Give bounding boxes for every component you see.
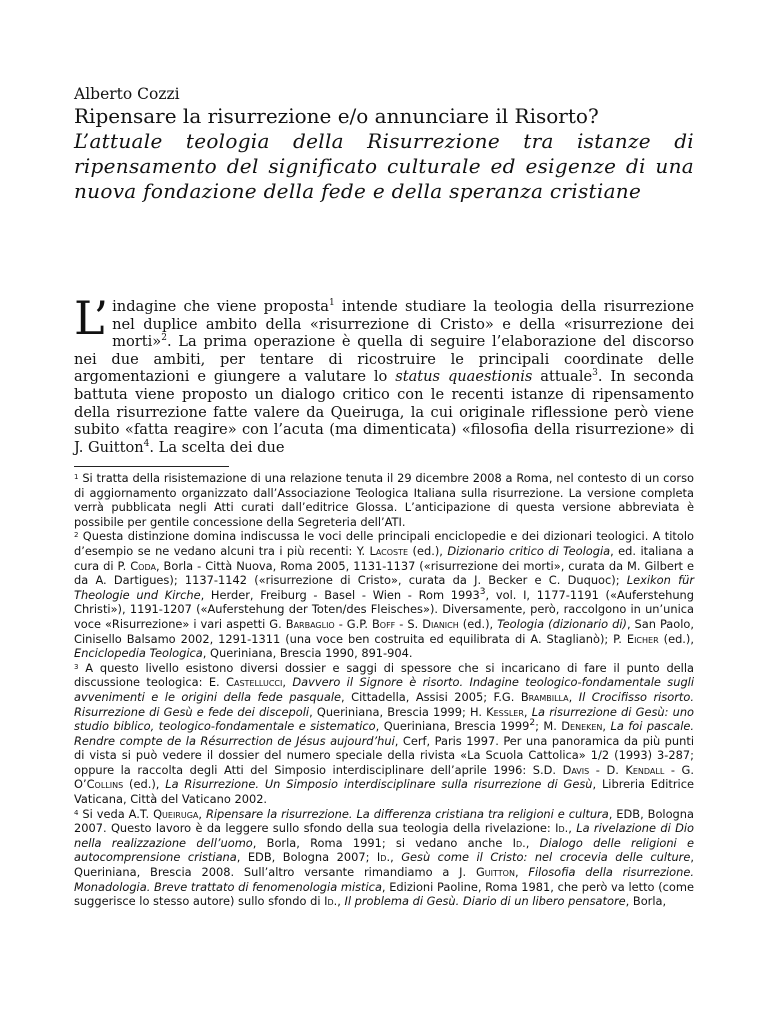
footnote-text: , bbox=[514, 865, 529, 880]
body-text-segment: . La scelta dei due bbox=[149, 438, 285, 456]
citation-author: Deneken bbox=[561, 719, 603, 734]
citation-author: Id. bbox=[555, 821, 569, 836]
citation-title: La risurrezione di Gesù: uno studio biblico, teologico-fondamentale e sistematico bbox=[74, 704, 695, 734]
footnote-text: , Queriniana, Brescia 1999 bbox=[375, 719, 530, 734]
footnote-text: , ed. italiana a cura di P. bbox=[74, 543, 694, 573]
citation-author: Lacoste bbox=[369, 543, 409, 558]
article-title: Ripensare la risurrezione e/o annunciare il Risorto? bbox=[74, 104, 599, 128]
footnote-text: - G.P. bbox=[334, 616, 372, 631]
footnote-number: 3 bbox=[74, 662, 79, 671]
footnote-text: , Queriniana, Brescia 1990, 891-904. bbox=[202, 646, 413, 661]
footnote-text: , bbox=[568, 821, 577, 836]
citation-title: La rivelazione di Dio nella realizzazione dell’uomo bbox=[74, 821, 694, 850]
citation-author: Dianich bbox=[422, 616, 459, 631]
footnote-text: , bbox=[568, 689, 579, 704]
body-paragraph bbox=[74, 291, 694, 456]
citation-title: Enciclopedia Teologica bbox=[74, 646, 203, 661]
citation-title: Dialogo delle religioni e autocomprensione cristiana bbox=[74, 835, 694, 865]
footnote-text: , Cerf, Paris 1997. Per una panoramica da più punti di vista si può vedere il dossier del numero speciale della rivista «La Scuola Cattolica» 1/2 (1993) 3-287; oppure la raccolta degli Atti del Simposio interdisciplinare dell’aprile 1996: S.D. bbox=[74, 733, 694, 777]
footnote-text: , Borla, Roma 1991; si vedano anche bbox=[252, 835, 513, 850]
body-text-segment: indagine che viene proposta bbox=[112, 298, 329, 315]
footnote-text: Si veda A.T. bbox=[78, 806, 154, 821]
citation-author: Brambilla bbox=[520, 689, 569, 704]
citation-author: Queiruga bbox=[153, 806, 199, 821]
citation-title: Davvero il Signore è risorto. Indagine teologico-fondamentale sugli avvenimenti e le origini della fede pasquale bbox=[74, 675, 694, 704]
citation-author: Davis bbox=[562, 762, 590, 777]
footnote-text: , bbox=[602, 719, 611, 734]
citation-author: Id. bbox=[512, 835, 526, 850]
citation-title: La foi pascale. Rendre compte de la Résurrection de Jésus aujourd’hui bbox=[74, 719, 694, 748]
body-italic-term: status quaestionis bbox=[395, 368, 533, 386]
footnote-text: , vol. I, 1177-1191 («Auferstehung Christi»), 1191-1207 («Auferstehung der Toten/des Fleisches»). Diversamente, però, raccolgono in un’unica voce «Risurrezione» i vari aspetti G. bbox=[74, 587, 694, 631]
footnote-text: , bbox=[198, 806, 206, 821]
footnote-4 bbox=[74, 807, 694, 909]
edition-superscript: 3 bbox=[479, 586, 486, 597]
citation-author: Id. bbox=[324, 894, 338, 909]
footnote-text: Questa distinzione domina indiscussa le voci delle principali enciclopedie e dei dizionari teologici. A titolo d’esempio se ne vedano alcuni tra i più recenti: Y. bbox=[74, 529, 694, 558]
body-text-segment: attuale bbox=[532, 368, 593, 386]
author-name: Alberto Cozzi bbox=[74, 85, 180, 103]
footnote-reference[interactable]: 2 bbox=[161, 333, 167, 344]
article-subtitle: L’attuale teologia della Risurrezione tra istanze di ripensamento del significato culturale ed esigenze di una nuova fondazione della fede e della speranza cristiane bbox=[74, 129, 694, 203]
footnote-text: A questo livello esistono diversi dossier e saggi di spessore che si incaricano di fare il punto della discussione teologica: E. bbox=[74, 660, 694, 690]
footnote-reference[interactable]: 3 bbox=[592, 368, 598, 379]
footnote-text: , Libreria Editrice Vaticana, Città del Vaticano 2002. bbox=[74, 777, 694, 807]
citation-author: Collins bbox=[86, 777, 124, 792]
citation-title: La Risurrezione. Un Simposio interdisciplinare sulla risurrezione di Gesù bbox=[165, 777, 593, 792]
footnote-text: , EDB, Bologna 2007. Questo lavoro è da leggere sullo sfondo della sua teologia della rivelazione: bbox=[74, 806, 694, 836]
footnote-text: , Borla - Città Nuova, Roma 2005, 1131-1137 («risurrezione dei morti», curata da M. Gilbert e da A. Dartigues); 1137-1142 («risurrezione di Cristo», curata da J. Becker e C. Duquoc); bbox=[74, 558, 694, 588]
footnote-text: - D. bbox=[589, 762, 626, 777]
footnote-text: , Borla, bbox=[625, 894, 667, 909]
footnote-text: (ed.), bbox=[658, 631, 694, 646]
citation-title: Filosofia della risurrezione. Monadologia. Breve trattato di fenomenologia mistica bbox=[74, 865, 695, 894]
footnote-text: , Queriniana, Brescia 2008. Sull’altro versante rimandiamo a J. bbox=[74, 850, 694, 880]
footnote-text: , Queriniana, Brescia 1999; H. bbox=[309, 704, 487, 719]
citation-author: Guitton bbox=[475, 865, 515, 880]
body-text-segment: . In seconda battuta viene proposto un dialogo critico con le recenti istanze di ripensamento della risurrezione fatte valere da Queiruga, la cui originale riflessione però viene subito «fatta reagire» con l’acuta (ma dimenticata) «filosofia della risurrezione» di J. Guitton bbox=[74, 368, 694, 456]
footnote-text: , bbox=[525, 835, 540, 850]
footnote-text: (ed.), bbox=[408, 543, 448, 558]
footnote-text: , Cittadella, Assisi 2005; F.G. bbox=[341, 689, 521, 704]
citation-author: Kessler bbox=[486, 704, 524, 719]
footnote-reference[interactable]: 4 bbox=[143, 438, 150, 449]
citation-author: Id. bbox=[376, 850, 391, 865]
citation-title: Il Crocifisso risorto. Risurrezione di Gesù e fede dei discepoli bbox=[74, 689, 694, 719]
footnote-2 bbox=[74, 529, 694, 660]
footnote-text: , EDB, Bologna 2007; bbox=[236, 850, 377, 865]
footnote-text: - G. O’ bbox=[74, 762, 694, 792]
footnote-text: , Edizioni Paoline, Roma 1981, che però va letto (come suggerisce lo stesso autore) sullo sfondo di bbox=[74, 879, 694, 909]
footnote-text: , Herder, Freiburg - Basel - Wien - Rom 1993 bbox=[200, 587, 480, 602]
footnote-text: , bbox=[523, 704, 532, 719]
citation-title: Gesù come il Cristo: nel crocevia delle culture bbox=[401, 850, 691, 865]
citation-author: Coda bbox=[130, 558, 156, 573]
footnote-text: Si tratta della risistemazione di una relazione tenuta il 29 dicembre 2008 a Roma, nel contesto di un corso di aggiornamento organizzato dall’Associazione Teologica Italiana sulla risurrezione. La versione completa verrà pubblicata negli Atti curati dall’editrice Glossa. L’anticipazione di questa versione abbreviata è possibile per gentile concessione della Segreteria dell’ATI. bbox=[74, 471, 694, 529]
footnote-text: (ed.), bbox=[458, 616, 498, 631]
citation-title: Ripensare la risurrezione. La differenza cristiana tra religioni e cultura bbox=[205, 806, 609, 821]
body-text-segment: . La prima operazione è quella di seguire l’elaborazione del discorso nei due ambiti, per tentare di ricostruire le principali coordinate delle argomentazioni e giungere a valutare lo bbox=[74, 333, 694, 386]
footnote-text: ; M. bbox=[535, 719, 562, 734]
footnote-number: 2 bbox=[74, 531, 79, 540]
footnote-text: , bbox=[390, 850, 402, 865]
footnote-number: 1 bbox=[74, 473, 79, 481]
drop-cap: L’ bbox=[74, 291, 109, 345]
footnote-text: , San Paolo, Cinisello Balsamo 2002, 1291-1311 (una voce ben costruita ed equilibrata di A. Staglianò); P. bbox=[74, 616, 695, 646]
citation-title: Teologia (dizionario di) bbox=[497, 616, 627, 631]
citation-author: Kendall bbox=[625, 762, 665, 777]
citation-author: Boff bbox=[371, 616, 396, 631]
citation-title: Il problema di Gesù. Diario di un libero pensatore bbox=[344, 894, 626, 909]
citation-author: Barbaglio bbox=[285, 616, 335, 631]
document-page bbox=[74, 84, 695, 909]
footnote-text: (ed.), bbox=[123, 777, 166, 792]
body-text-segment: intende studiare la teologia della risurrezione nel duplice ambito della «risurrezione di Cristo» e della «risurrezione dei morti» bbox=[112, 298, 694, 351]
footnote-text: - S. bbox=[395, 616, 423, 631]
citation-author: Castellucci bbox=[226, 675, 283, 690]
footnote-text: , bbox=[337, 894, 345, 909]
footnote-1 bbox=[74, 471, 694, 529]
footnote-3 bbox=[74, 661, 694, 807]
footnote-number: 4 bbox=[74, 808, 79, 817]
footnote-reference[interactable]: 1 bbox=[328, 298, 335, 309]
footnote-separator bbox=[74, 466, 229, 467]
footnote-text: , bbox=[282, 675, 293, 690]
footnotes-section bbox=[74, 466, 694, 909]
citation-title: Lexikon für Theologie und Kirche bbox=[74, 573, 694, 602]
edition-superscript: 2 bbox=[529, 718, 536, 729]
citation-title: Dizionario critico di Teologia bbox=[447, 543, 611, 558]
citation-author: Eicher bbox=[626, 631, 659, 646]
